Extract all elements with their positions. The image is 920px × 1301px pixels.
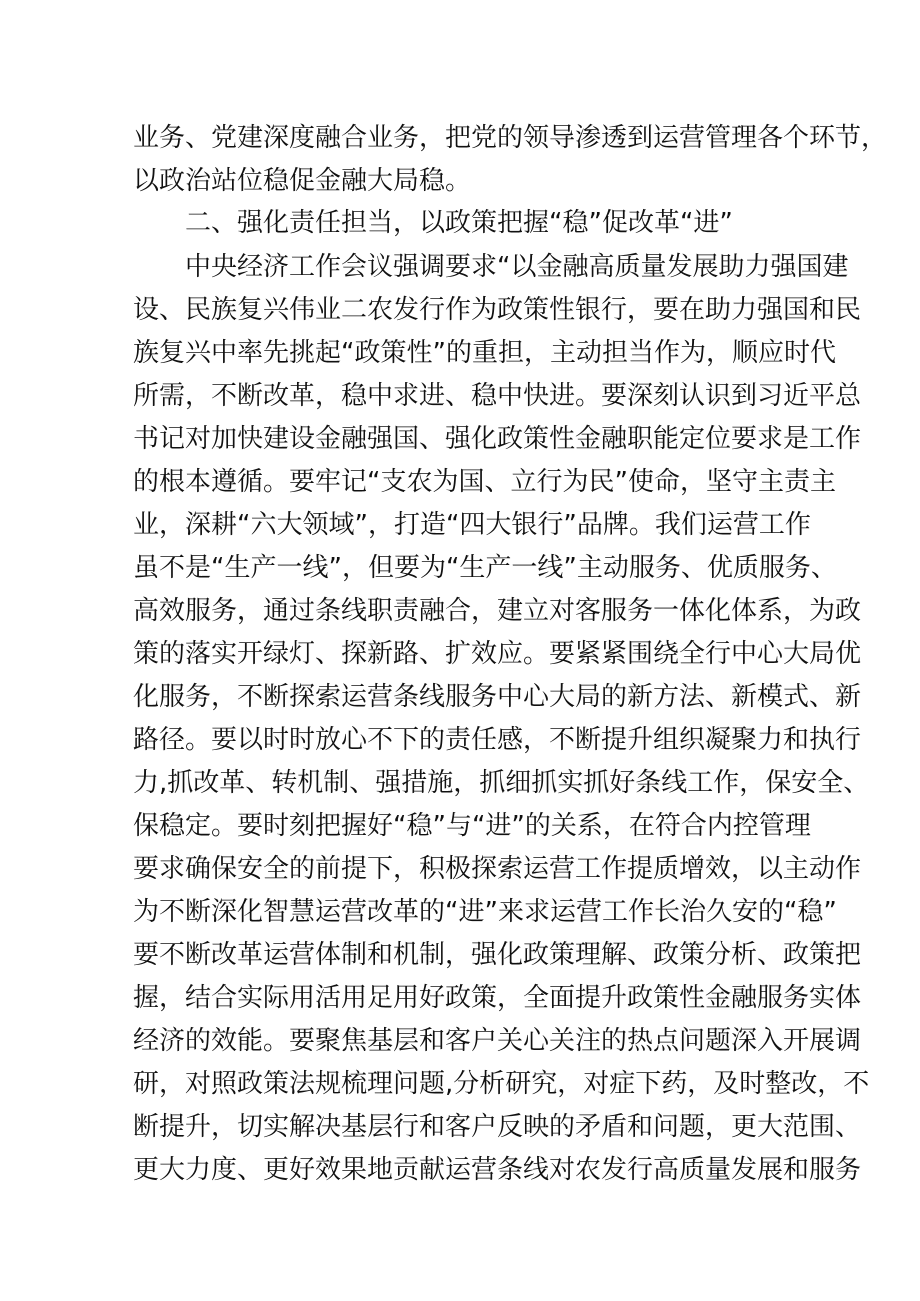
body-line-13: 力,抓改革、转机制、强措施，抓细抓实抓好条线工作，保安全、 [133,768,870,798]
body-line-15: 要求确保安全的前提下，积极探索运营工作提质增效，以主动作 [133,854,862,884]
body-line-1: 中央经济工作会议强调要求“以金融高质量发展助力强国建 [185,252,849,282]
body-line-3: 族复兴中率先挑起“政策性”的重担，主动担当作为，顺应时代 [133,338,836,368]
body-line-14: 保稳定。要时刻把握好“稳”与“进”的关系，在符合内控管理 [133,811,811,841]
body-line-22: 更大力度、更好效果地贡献运营条线对农发行高质量发展和服务 [133,1155,862,1185]
body-line-17: 要不断改革运营体制和机制，强化政策理解、政策分析、政策把 [133,940,862,970]
body-line-10: 策的落实开绿灯、探新路、扩效应。要紧紧围绕全行中心大局优 [133,639,862,669]
body-line-11: 化服务，不断探索运营条线服务中心大局的新方法、新模式、新 [133,682,862,712]
body-line-19: 经济的效能。要聚焦基层和客户关心关注的热点问题深入开展调 [133,1026,862,1056]
body-line-18: 握，结合实际用活用足用好政策，全面提升政策性金融服务实体 [133,983,862,1013]
intro-line-1: 业务、党建深度融合业务，把党的领导渗透到运营管理各个环节， [133,123,888,153]
section-heading: 二、强化责任担当，以政策把握“稳”促改革“进” [185,208,733,238]
body-line-5: 书记对加快建设金融强国、强化政策性金融职能定位要求是工作 [133,424,862,454]
body-line-21: 断提升，切实解决基层行和客户反映的矛盾和问题，更大范围、 [133,1112,862,1142]
body-line-8: 虽不是“生产一线”，但要为“生产一线”主动服务、优质服务、 [133,553,837,583]
body-line-6: 的根本遵循。要牢记“支农为国、立行为民”使命，坚守主责主 [133,467,836,497]
body-line-7: 业，深耕“六大领域”，打造“四大银行”品牌。我们运营工作 [133,510,811,540]
intro-line-2: 以政治站位稳促金融大局稳。 [133,166,472,196]
body-line-16: 为不断深化智慧运营改革的“进”来求运营工作长治久安的“稳” [133,897,837,927]
body-line-12: 路径。要以时时放心不下的责任感，不断提升组织凝聚力和执行 [133,725,862,755]
body-line-9: 高效服务，通过条线职责融合，建立对客服务一体化体系，为政 [133,596,862,626]
body-line-2: 设、民族复兴伟业二农发行作为政策性银行，要在助力强国和民 [133,295,862,325]
body-line-4: 所需，不断改革，稳中求进、稳中快进。要深刻认识到习近平总 [133,381,862,411]
body-line-20: 研，对照政策法规梳理问题,分析研究，对症下药，及时整改，不 [133,1069,870,1099]
